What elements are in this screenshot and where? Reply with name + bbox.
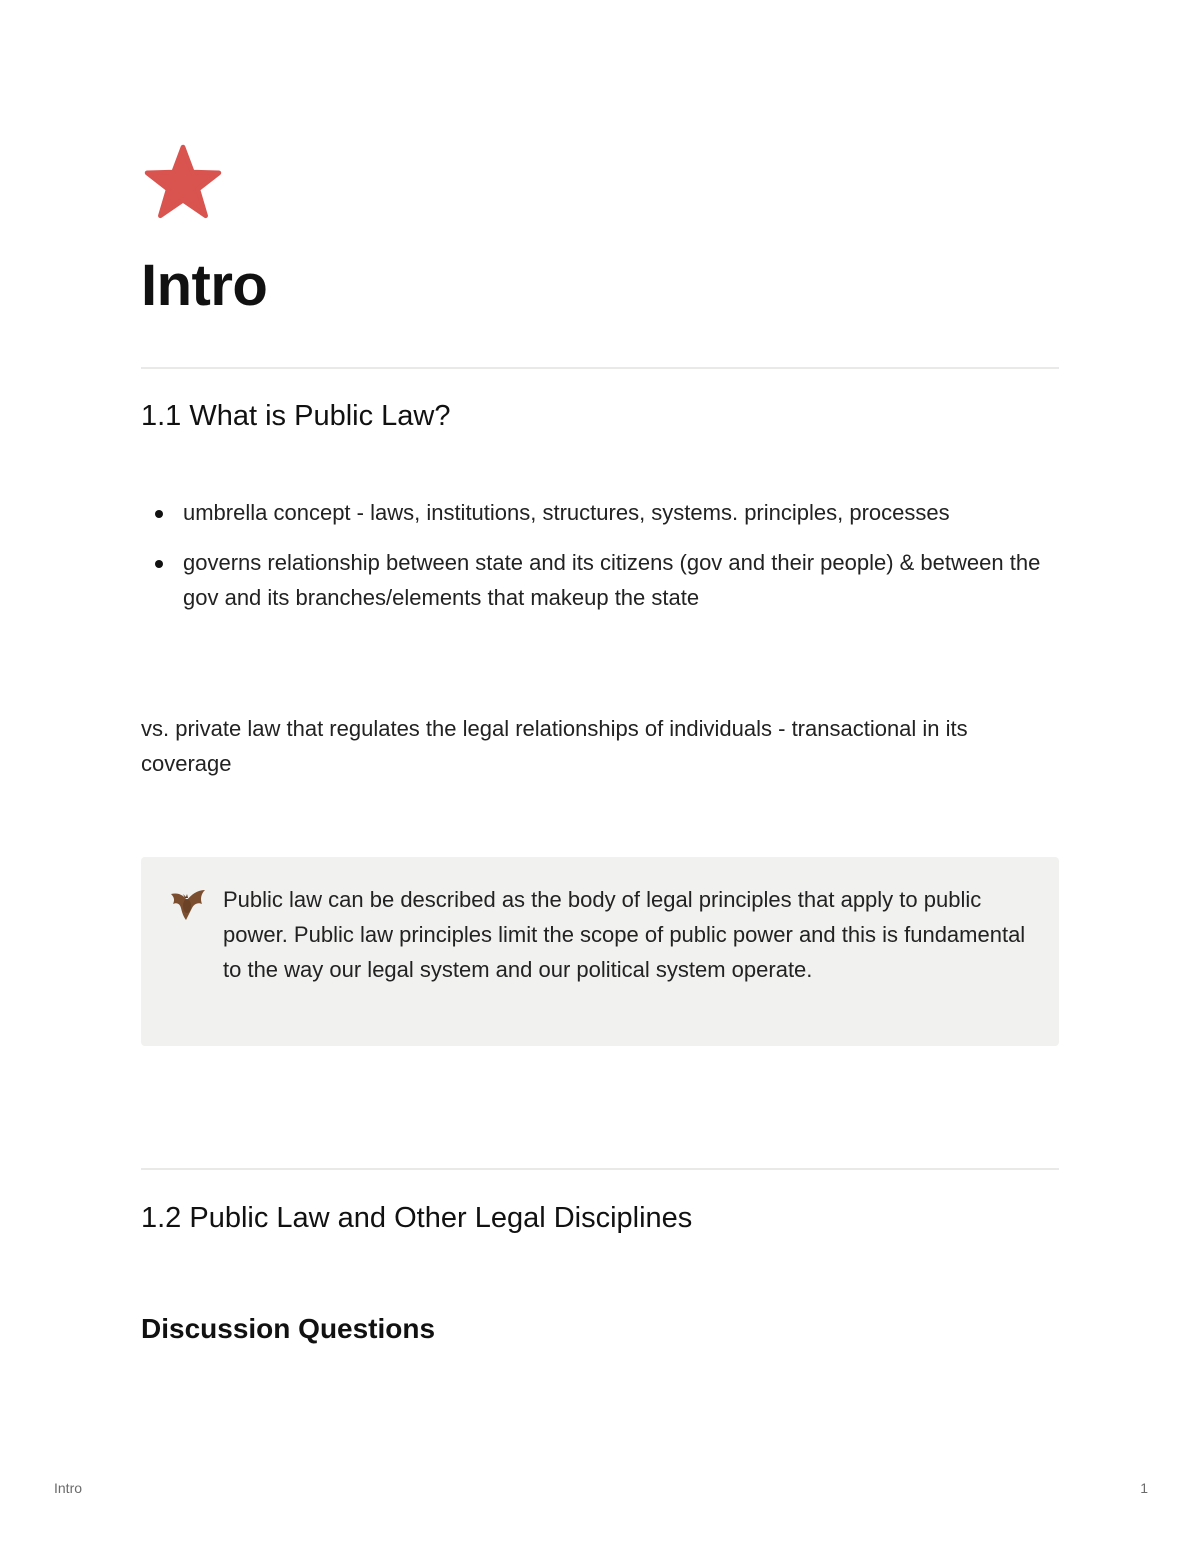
list-item-text: governs relationship between state and its citizens (gov and their people) & between the gov and its branches/elements that makeup the state <box>183 550 1041 610</box>
bullet-list <box>141 495 1059 630</box>
subsection-heading: Discussion Questions <box>141 1313 436 1344</box>
list-item <box>141 545 1059 615</box>
page-title: Intro <box>141 253 268 318</box>
footer-title: Intro <box>54 1480 83 1496</box>
bullet-icon <box>155 510 163 518</box>
page-number: 1 <box>1140 1480 1148 1496</box>
divider <box>141 1168 1059 1170</box>
divider <box>141 367 1059 369</box>
paragraph: vs. private law that regulates the legal relationships of individuals - transactional in its coverage <box>141 716 968 776</box>
list-item-text: umbrella concept - laws, institutions, structures, systems. principles, processes <box>183 500 950 525</box>
bullet-icon <box>155 560 163 568</box>
red-star-icon <box>144 144 222 222</box>
callout-text: Public law can be described as the body of legal principles that apply to public power. Public law principles limit the scope of public power and this is fundamental to the way our legal system and our political system operate. <box>223 887 1026 982</box>
callout-block <box>141 857 1059 1046</box>
section-heading: 1.2 Public Law and Other Legal Disciplines <box>141 1202 693 1234</box>
list-item <box>141 495 1059 530</box>
bat-icon <box>167 886 207 926</box>
section-heading: 1.1 What is Public Law? <box>141 400 451 432</box>
